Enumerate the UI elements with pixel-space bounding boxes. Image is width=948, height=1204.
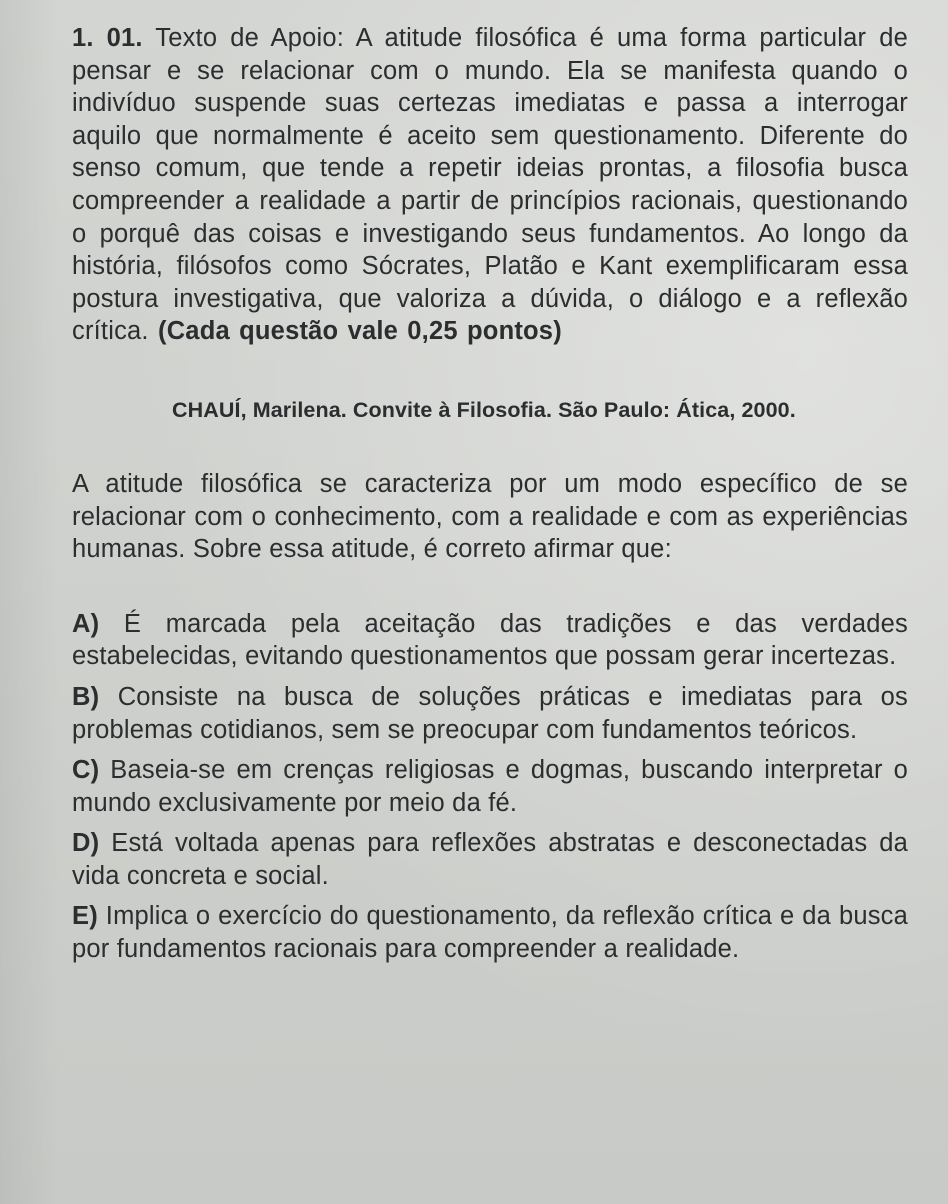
option-d[interactable] <box>72 827 908 892</box>
points-note: (Cada questão vale 0,25 pontos) <box>158 317 562 346</box>
option-letter: E) <box>72 902 98 931</box>
option-text: Baseia-se em crenças religiosas e dogmas, buscando interpretar o mundo exclusivamente por meio da fé. <box>72 756 908 817</box>
option-text: Implica o exercício do questionamento, da reflexão crítica e da busca por fundamentos racionais para compreender a realidade. <box>72 902 908 964</box>
option-text: Consiste na busca de soluções práticas e imediatas para os problemas cotidianos, sem se preocupar com fundamentos teóricos. <box>72 682 908 744</box>
option-letter: C) <box>72 756 100 785</box>
option-a[interactable] <box>72 608 908 673</box>
answer-options <box>72 608 908 966</box>
support-text: A atitude filosófica é uma forma particular de pensar e se relacionar com o mundo. Ela se manifesta quando o indivíduo suspende suas certezas imediatas e passa a interrogar aquilo que normalmente é aceito sem questionamento. Diferente do senso comum, que tende a repetir ideias prontas, a filosofia busca compreender a realidade a partir de princípios racionais, questionando o porquê das coisas e investigando seus fundamentos. Ao longo da história, filósofos como Sócrates, Platão e Kant exemplificaram essa postura investigativa, que valoriza a dúvida, o diálogo e a reflexão crítica. <box>72 24 908 346</box>
question-stem: A atitude filosófica se caracteriza por um modo específico de se relacionar com o conhecimento, com a realidade e com as experiências humanas. Sobre essa atitude, é correto afirmar que: <box>72 469 908 564</box>
option-text: É marcada pela aceitação das tradições e das verdades estabelecidas, evitando questionamentos que possam gerar incertezas. <box>72 609 908 671</box>
option-b[interactable] <box>72 681 908 746</box>
support-label: Texto de Apoio: <box>155 24 345 52</box>
question-number: 1. 01. <box>72 24 143 52</box>
citation: CHAUÍ, Marilena. Convite à Filosofia. São Paulo: Ática, 2000. <box>172 397 796 422</box>
option-letter: D) <box>72 829 100 858</box>
option-c[interactable] <box>72 754 908 819</box>
option-text: Está voltada apenas para reflexões abstratas e desconectadas da vida concreta e social. <box>72 829 908 890</box>
option-letter: B) <box>72 682 100 711</box>
question-header <box>72 22 908 348</box>
option-e[interactable] <box>72 900 908 965</box>
option-letter: A) <box>72 609 100 638</box>
